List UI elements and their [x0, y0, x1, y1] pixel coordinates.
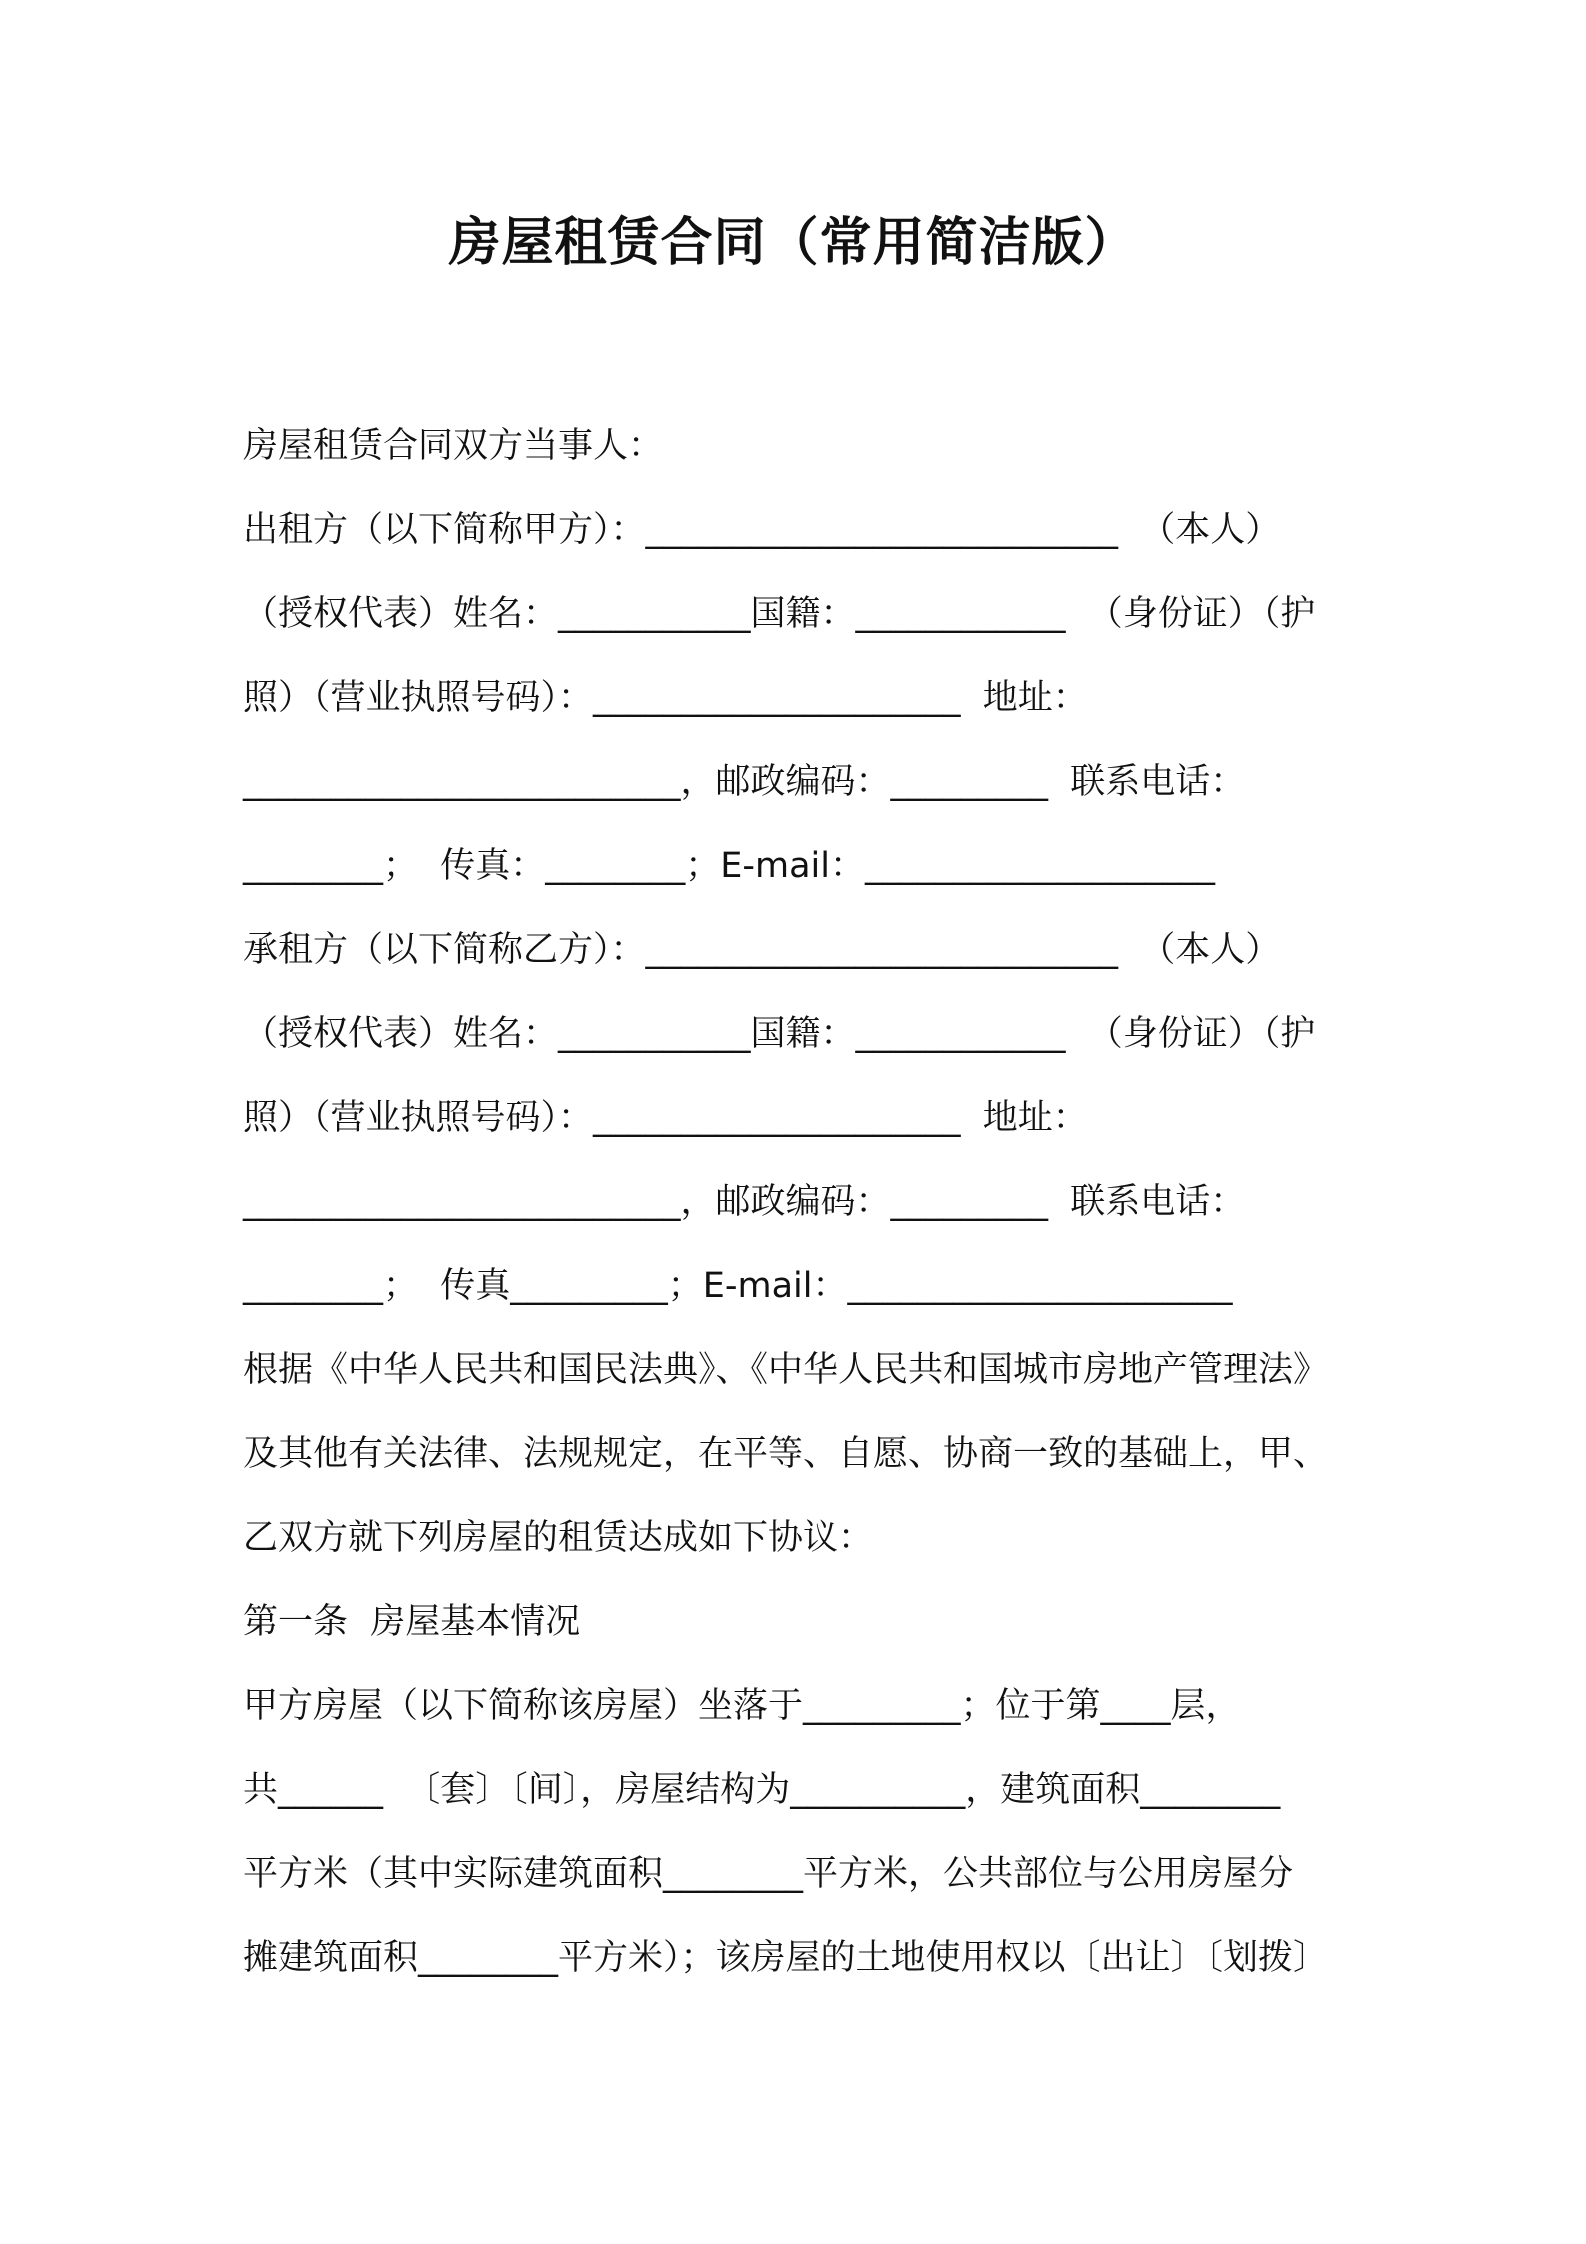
text-line-lessee-postcode-phone: _________________________，邮政编码：_________ 联系电话：	[243, 1182, 1246, 1222]
text-line-property-structure: 共______ 〔套〕〔间〕，房屋结构为__________，建筑面积________	[243, 1770, 1281, 1810]
text-line-legal-basis-3: 乙双方就下列房屋的租赁达成如下协议：	[243, 1518, 874, 1558]
text-line-lessor-postcode-phone: _________________________，邮政编码：_________ 联系电话：	[243, 762, 1246, 802]
text-line-lessee-license-address: 照）（营业执照号码）：_____________________ 地址：	[243, 1098, 1088, 1138]
document-body	[243, 404, 1355, 2000]
text-line-lessee-name-nationality: （授权代表）姓名：___________国籍：____________ （身份证）（护	[243, 1014, 1316, 1054]
text-line-lessor: 出租方（以下简称甲方）：___________________________ （本人）	[243, 510, 1281, 550]
document-title: 房屋租赁合同（常用简洁版）	[448, 213, 1138, 273]
text-line-parties-heading: 房屋租赁合同双方当事人：	[243, 426, 664, 466]
text-line-lessee: 承租方（以下简称乙方）：___________________________ （本人）	[243, 930, 1281, 970]
text-line-property-location: 甲方房屋（以下简称该房屋）坐落于_________；位于第____层，	[243, 1686, 1241, 1726]
article-1-heading: 第一条 房屋基本情况	[243, 1602, 581, 1642]
text-line-property-area: 平方米（其中实际建筑面积________平方米，公共部位与公用房屋分	[243, 1854, 1294, 1894]
text-line-legal-basis-1: 根据《中华人民共和国民法典》、《中华人民共和国城市房地产管理法》	[243, 1350, 1329, 1390]
text-line-land-use-right: 摊建筑面积________平方米）；该房屋的土地使用权以〔出让〕〔划拨〕	[243, 1938, 1329, 1978]
text-line-lessee-fax-email: ________； 传真_________；E-mail：______________________	[243, 1266, 1233, 1306]
text-line-lessor-license-address: 照）（营业执照号码）：_____________________ 地址：	[243, 678, 1088, 718]
text-line-lessor-name-nationality: （授权代表）姓名：___________国籍：____________ （身份证）（护	[243, 594, 1316, 634]
text-line-legal-basis-2: 及其他有关法律、法规规定，在平等、自愿、协商一致的基础上，甲、	[243, 1434, 1329, 1474]
text-line-lessor-fax-email: ________； 传真：________；E-mail：____________________	[243, 846, 1215, 886]
